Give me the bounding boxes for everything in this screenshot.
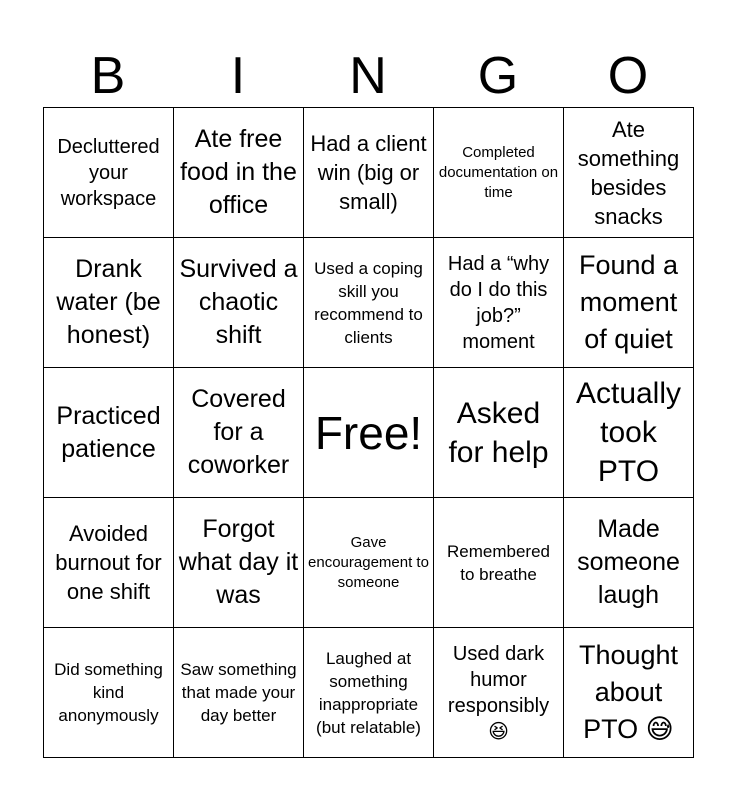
bingo-cell-r0-c3[interactable]: [434, 108, 564, 238]
cell-text: Actually took PTO: [575, 377, 682, 488]
bingo-cell-r2-c3[interactable]: [434, 368, 564, 498]
cell-text: Completed documentation on time: [438, 143, 559, 201]
bingo-cell-r4-c1[interactable]: [174, 628, 304, 758]
cell-text: Had a “why do I do this job?” moment: [447, 252, 550, 353]
cell-text: Made someone laugh: [577, 515, 680, 609]
bingo-cell-r3-c1[interactable]: [174, 498, 304, 628]
bingo-cell-r0-c4[interactable]: [564, 108, 694, 238]
bingo-header: [43, 44, 693, 108]
bingo-cell-r4-c4[interactable]: [564, 628, 694, 758]
cell-text: Laughed at something inappropriate (but relatable): [316, 648, 421, 737]
bingo-cell-r2-c0[interactable]: [44, 368, 174, 498]
cell-text: Had a client win (big or small): [310, 131, 427, 214]
cell-text: Remembered to breathe: [447, 541, 550, 584]
cell-text: Drank water (be honest): [56, 255, 161, 349]
bingo-cell-r4-c2[interactable]: [304, 628, 434, 758]
bingo-cell-r3-c4[interactable]: [564, 498, 694, 628]
bingo-cell-r1-c4[interactable]: [564, 238, 694, 368]
cell-text: Found a moment of quiet: [578, 250, 679, 354]
cell-text: Did something kind anonymously: [54, 660, 163, 725]
bingo-cell-r4-c0[interactable]: [44, 628, 174, 758]
cell-text: Thought about PTO 😅: [578, 640, 679, 744]
bingo-cell-r2-c1[interactable]: [174, 368, 304, 498]
bingo-cell-r2-c4[interactable]: [564, 368, 694, 498]
header-letter-i: I: [230, 47, 246, 105]
cell-text: Used a coping skill you recommend to clients: [314, 258, 423, 347]
cell-text: Ate something besides snacks: [577, 116, 680, 229]
cell-text: Gave encouragement to someone: [308, 533, 429, 591]
bingo-cell-r3-c3[interactable]: [434, 498, 564, 628]
bingo-cell-r3-c0[interactable]: [44, 498, 174, 628]
cell-text: Asked for help: [448, 396, 549, 469]
bingo-cell-r1-c3[interactable]: [434, 238, 564, 368]
cell-text: Survived a chaotic shift: [179, 255, 298, 349]
bingo-cell-free[interactable]: [304, 368, 434, 498]
cell-text: Saw something that made your day better: [180, 660, 297, 725]
bingo-cell-r4-c3[interactable]: [434, 628, 564, 758]
bingo-cell-r3-c2[interactable]: [304, 498, 434, 628]
bingo-cell-r1-c1[interactable]: [174, 238, 304, 368]
cell-text: Decluttered your workspace: [57, 135, 160, 210]
bingo-cell-r0-c1[interactable]: [174, 108, 304, 238]
cell-text: Covered for a coworker: [187, 385, 290, 479]
bingo-cell-r0-c2[interactable]: [304, 108, 434, 238]
cell-text: Practiced patience: [56, 401, 161, 463]
bingo-board: [43, 107, 694, 758]
cell-text: Ate free food in the office: [180, 125, 297, 219]
bingo-cell-r1-c2[interactable]: [304, 238, 434, 368]
bingo-cell-r0-c0[interactable]: [44, 108, 174, 238]
free-space-text: Free!: [314, 406, 423, 459]
header-letter-n: N: [349, 47, 387, 105]
header-letter-o: O: [607, 47, 649, 105]
cell-text: Avoided burnout for one shift: [55, 521, 162, 604]
header-letter-b: B: [90, 47, 126, 105]
cell-text: Forgot what day it was: [178, 515, 299, 609]
header-letter-g: G: [477, 47, 519, 105]
bingo-cell-r1-c0[interactable]: [44, 238, 174, 368]
cell-text: Used dark humor responsibly 😆: [447, 642, 550, 743]
